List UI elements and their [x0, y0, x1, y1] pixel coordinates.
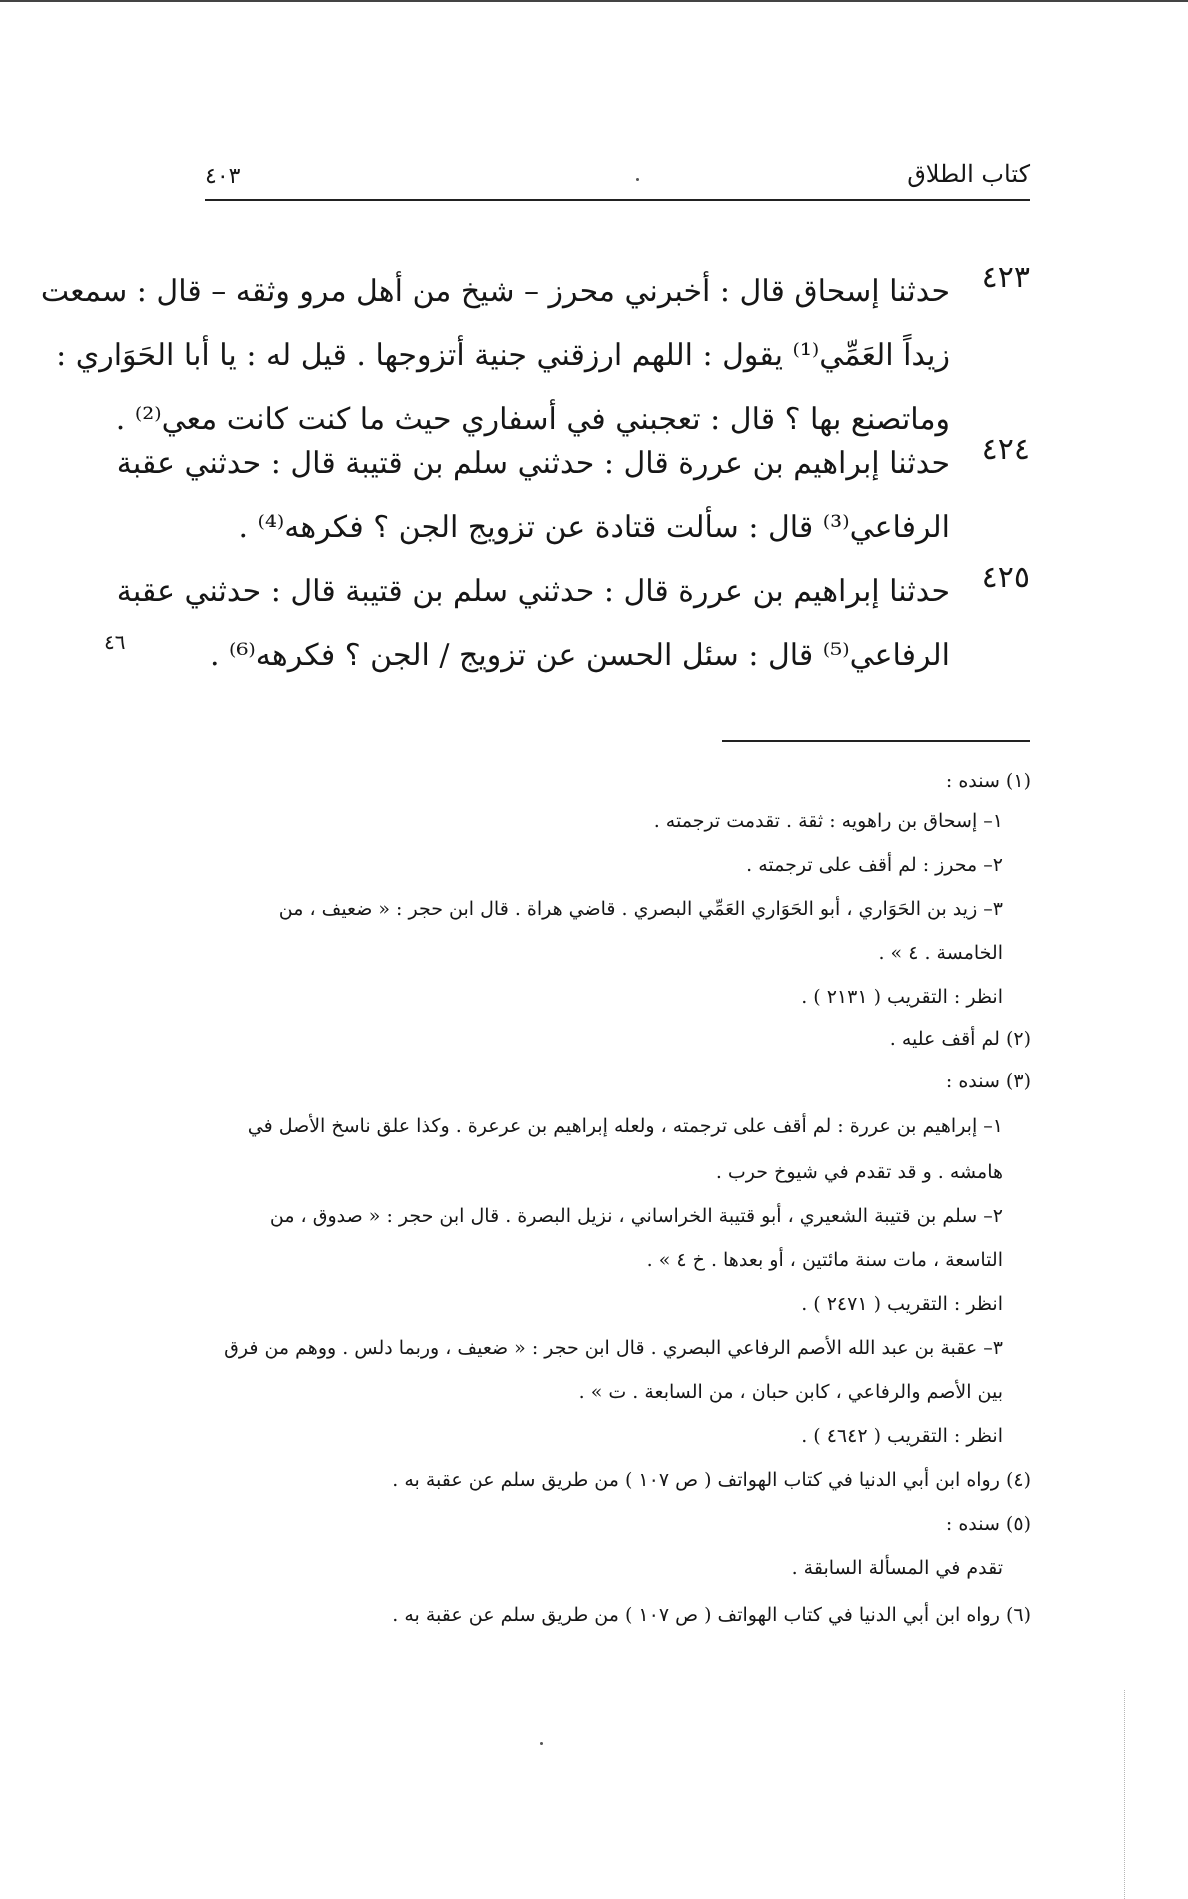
entry-number: ٤٢٥ [981, 560, 1030, 595]
margin-manuscript-number: ٤٦ [104, 630, 126, 654]
footnote-line: (٦) رواه ابن أبي الدنيا في كتاب الهواتف ( ص ١٠٧ ) من طريق سلم عن عقبة به . [392, 1604, 1031, 1626]
entry-number: ٤٢٣ [981, 260, 1030, 295]
footnote-line: (٤) رواه ابن أبي الدنيا في كتاب الهواتف ( ص ١٠٧ ) من طريق سلم عن عقبة به . [392, 1469, 1031, 1491]
header-rule [205, 199, 1030, 201]
footnote-line: ٢– سلم بن قتيبة الشعيري ، أبو قتيبة الخراساني ، نزيل البصرة . قال ابن حجر : « صدوق ، من [269, 1205, 1003, 1227]
footnote-line: بين الأصم والرفاعي ، كابن حبان ، من السابعة . ت » . [578, 1381, 1003, 1403]
footnote-line: ٣– عقبة بن عبد الله الأصم الرفاعي البصري . قال ابن حجر : « ضعيف ، وربما دلس . ووهم من فرق [224, 1337, 1003, 1359]
footnote-line: التاسعة ، مات سنة مائتين ، أو بعدها . خ ٤ » . [646, 1249, 1003, 1271]
entry-text [116, 432, 950, 560]
footnote-line: (١) سنده : [945, 770, 1031, 792]
page-number: ٤٠٣ [205, 164, 241, 189]
entry-line: حدثنا إبراهيم بن عررة قال : حدثني سلم بن قتيبة قال : حدثني عقبة [116, 574, 950, 609]
page-top-edge [0, 0, 1188, 2]
footnote-line: (٣) سنده : [945, 1070, 1031, 1092]
hadith-entry [116, 560, 1030, 688]
entry-line: حدثنا إسحاق قال : أخبرني محرز – شيخ من أهل مرو وثقه – قال : سمعت [40, 274, 950, 309]
scan-guide-line [1124, 1690, 1126, 1899]
footnote-line: ١– إبراهيم بن عررة : لم أقف على ترجمته ، ولعله إبراهيم بن عرعرة . وكذا علق ناسخ الأصل في [247, 1115, 1003, 1137]
entry-line: وماتصنع بها ؟ قال : تعجبني في أسفاري حيث ما كنت كانت معي⁽²⁾ . [115, 402, 950, 437]
footnote-line: انظر : التقريب ( ٢١٣١ ) . [801, 986, 1003, 1008]
scan-speck [540, 1742, 543, 1745]
footnote-line: الخامسة . ٤ » . [878, 942, 1003, 964]
header-title: كتاب الطلاق [907, 160, 1030, 188]
footnote-line: (٥) سنده : [945, 1513, 1031, 1535]
footnote-line: ٢– محرز : لم أقف على ترجمته . [746, 854, 1003, 876]
entry-line: الرفاعي⁽⁵⁾ قال : سئل الحسن عن تزويج / الجن ؟ فكرهه⁽⁶⁾ . [209, 638, 950, 673]
entry-number: ٤٢٤ [981, 432, 1030, 467]
entry-line: حدثنا إبراهيم بن عررة قال : حدثني سلم بن قتيبة قال : حدثني عقبة [116, 446, 950, 481]
entry-text [40, 260, 950, 452]
hadith-entry [116, 432, 1030, 560]
footnote-line: انظر : التقريب ( ٤٦٤٢ ) . [801, 1425, 1003, 1447]
hadith-entry [40, 260, 1030, 452]
footnote-line: هامشه . و قد تقدم في شيوخ حرب . [715, 1161, 1003, 1183]
footnote-line: انظر : التقريب ( ٢٤٧١ ) . [801, 1293, 1003, 1315]
entry-line: زيداً العَمِّي⁽¹⁾ يقول : اللهم ارزقني جنية أتزوجها . قيل له : يا أبا الحَوَاري : [56, 338, 950, 373]
footnote-line: (٢) لم أقف عليه . [889, 1028, 1031, 1050]
footnote-separator [722, 740, 1030, 742]
entry-text [116, 560, 950, 688]
footnote-line: تقدم في المسألة السابقة . [791, 1557, 1003, 1579]
running-header [205, 160, 1030, 202]
footnote-line: ١– إسحاق بن راهويه : ثقة . تقدمت ترجمته . [653, 810, 1003, 832]
entry-line: الرفاعي⁽³⁾ قال : سألت قتادة عن تزويج الجن ؟ فكرهه⁽⁴⁾ . [238, 510, 950, 545]
footnote-line: ٣– زيد بن الحَوَاري ، أبو الحَوَاري العَمِّي البصري . قاضي هراة . قال ابن حجر : « ضعيف ، من [278, 898, 1003, 920]
